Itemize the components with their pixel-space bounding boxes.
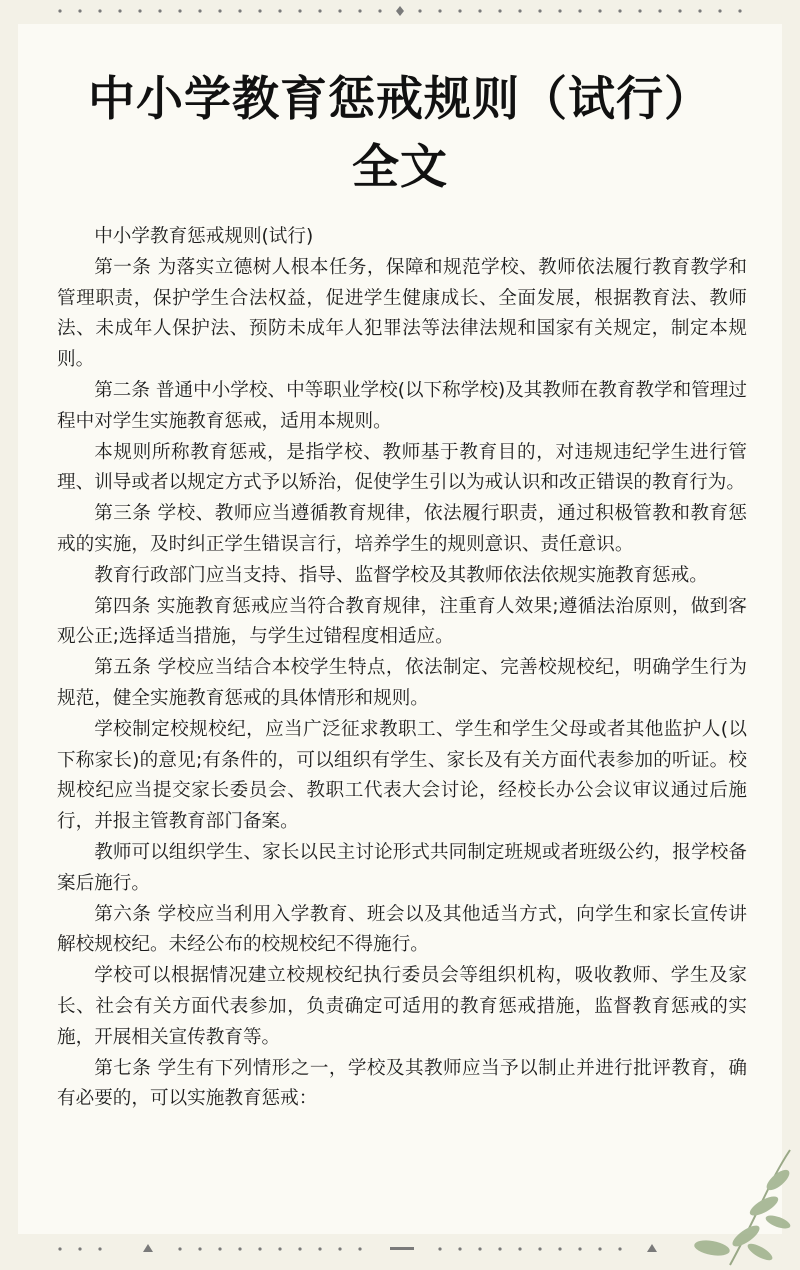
paragraph: 学校制定校规校纪，应当广泛征求教职工、学生和学生父母或者其他监护人(以下称家长)的意见;有条件的，可以组织有学生、家长及有关方面代表参加的听证。校规校纪应当提交家长委员会、教职工代表大会讨论，经校长办公会议审议通过后施行，并报主管教育部门备案。	[57, 718, 747, 833]
paragraph: 第六条 学校应当利用入学教育、班会以及其他适当方式，向学生和家长宣传讲解校规校纪。未经公布的校规校纪不得施行。	[57, 903, 747, 956]
paragraph: 教师可以组织学生、家长以民主讨论形式共同制定班规或者班级公约，报学校备案后施行。	[57, 841, 747, 894]
leaf-decoration	[660, 1140, 800, 1270]
document-body	[57, 222, 747, 1115]
paragraph: 第三条 学校、教师应当遵循教育规律，依法履行职责，通过积极管教和教育惩戒的实施，及时纠正学生错误言行，培养学生的规则意识、责任意识。	[57, 503, 747, 555]
paragraph: 第四条 实施教育惩戒应当符合教育规律，注重育人效果;遵循法治原则，做到客观公正;选择适当措施，与学生过错程度相适应。	[57, 595, 747, 648]
paragraph: 第七条 学生有下列情形之一，学校及其教师应当予以制止并进行批评教育，确有必要的，可以实施教育惩戒：	[57, 1057, 747, 1110]
paragraph: 学校可以根据情况建立校规校纪执行委员会等组织机构，吸收教师、学生及家长、社会有关方面代表参加，负责确定可适用的教育惩戒措施，监督教育惩戒的实施，开展相关宣传教育等。	[57, 965, 747, 1048]
paragraph: 第五条 学校应当结合本校学生特点，依法制定、完善校规校纪，明确学生行为规范，健全实施教育惩戒的具体情形和规则。	[57, 657, 747, 709]
paragraph: 第二条 普通中小学校、中等职业学校(以下称学校)及其教师在教育教学和管理过程中对学生实施教育惩戒，适用本规则。	[57, 379, 747, 432]
paragraph: 教育行政部门应当支持、指导、监督学校及其教师依法依规实施教育惩戒。	[94, 564, 708, 586]
document-title-line2: 全文	[352, 140, 448, 195]
top-dotted-border	[0, 0, 800, 22]
paragraph: 中小学教育惩戒规则(试行)	[94, 226, 314, 247]
paragraph: 本规则所称教育惩戒，是指学校、教师基于教育目的，对违规违纪学生进行管理、训导或者以规定方式予以矫治，促使学生引以为戒认识和改正错误的教育行为。	[57, 441, 747, 494]
document-title: 中小学教育惩戒规则（试行）	[88, 72, 712, 127]
paragraph: 第一条 为落实立德树人根本任务，保障和规范学校、教师依法履行教育教学和管理职责，保护学生合法权益，促进学生健康成长、全面发展，根据教育法、教师法、未成年人保护法、预防未成年人犯罪法等法律法规和国家有关规定，制定本规则。	[57, 256, 747, 371]
